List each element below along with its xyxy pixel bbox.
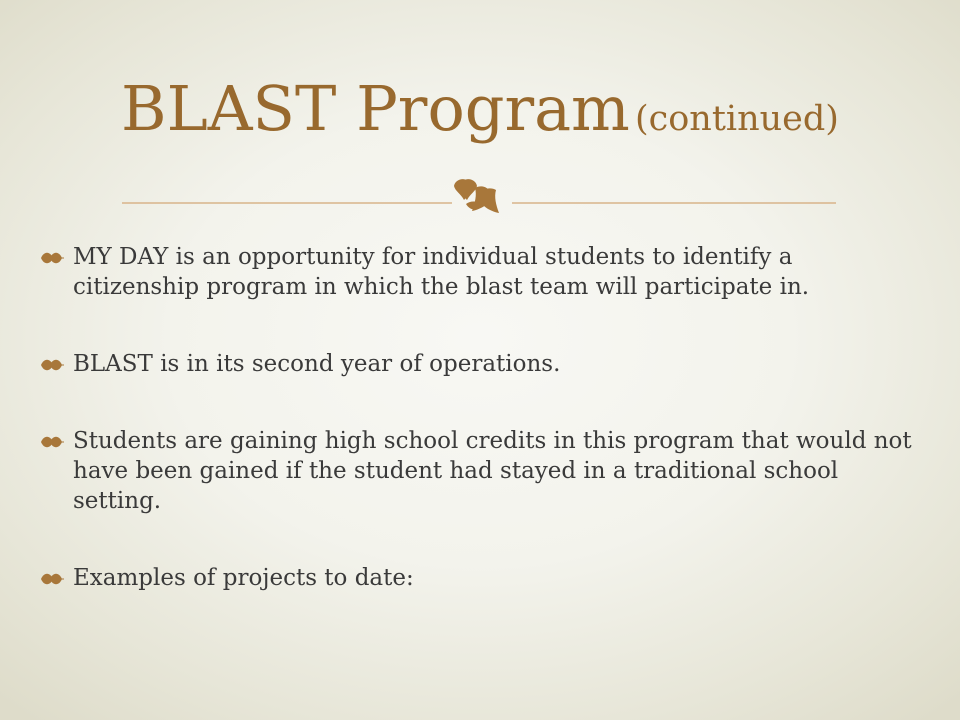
slide-title (0, 72, 960, 145)
leaf-bullet-icon (38, 433, 68, 451)
bullet-list (38, 242, 918, 640)
bullet-text: Examples of projects to date: (73, 565, 414, 591)
slide-title-main: BLAST Program (121, 72, 630, 145)
leaf-bullet-icon (38, 356, 68, 374)
bullet-item (38, 426, 918, 516)
slide-title-suffix: (continued) (634, 99, 839, 139)
bullet-item (38, 242, 918, 302)
bullet-item (38, 349, 918, 379)
bullet-item (38, 563, 918, 593)
leaf-bullet-icon (38, 570, 68, 588)
bullet-leaf-icon (454, 179, 499, 213)
title-divider (122, 176, 836, 226)
bullet-text: Students are gaining high school credits in this program that would not have been gained if the student had stayed in a traditional school setting. (73, 428, 912, 514)
bullet-text: BLAST is in its second year of operations. (73, 351, 561, 377)
leaf-bullet-icon (38, 249, 68, 267)
bullet-text: MY DAY is an opportunity for individual students to identify a citizenship program in which the blast team will participate in. (73, 244, 810, 300)
